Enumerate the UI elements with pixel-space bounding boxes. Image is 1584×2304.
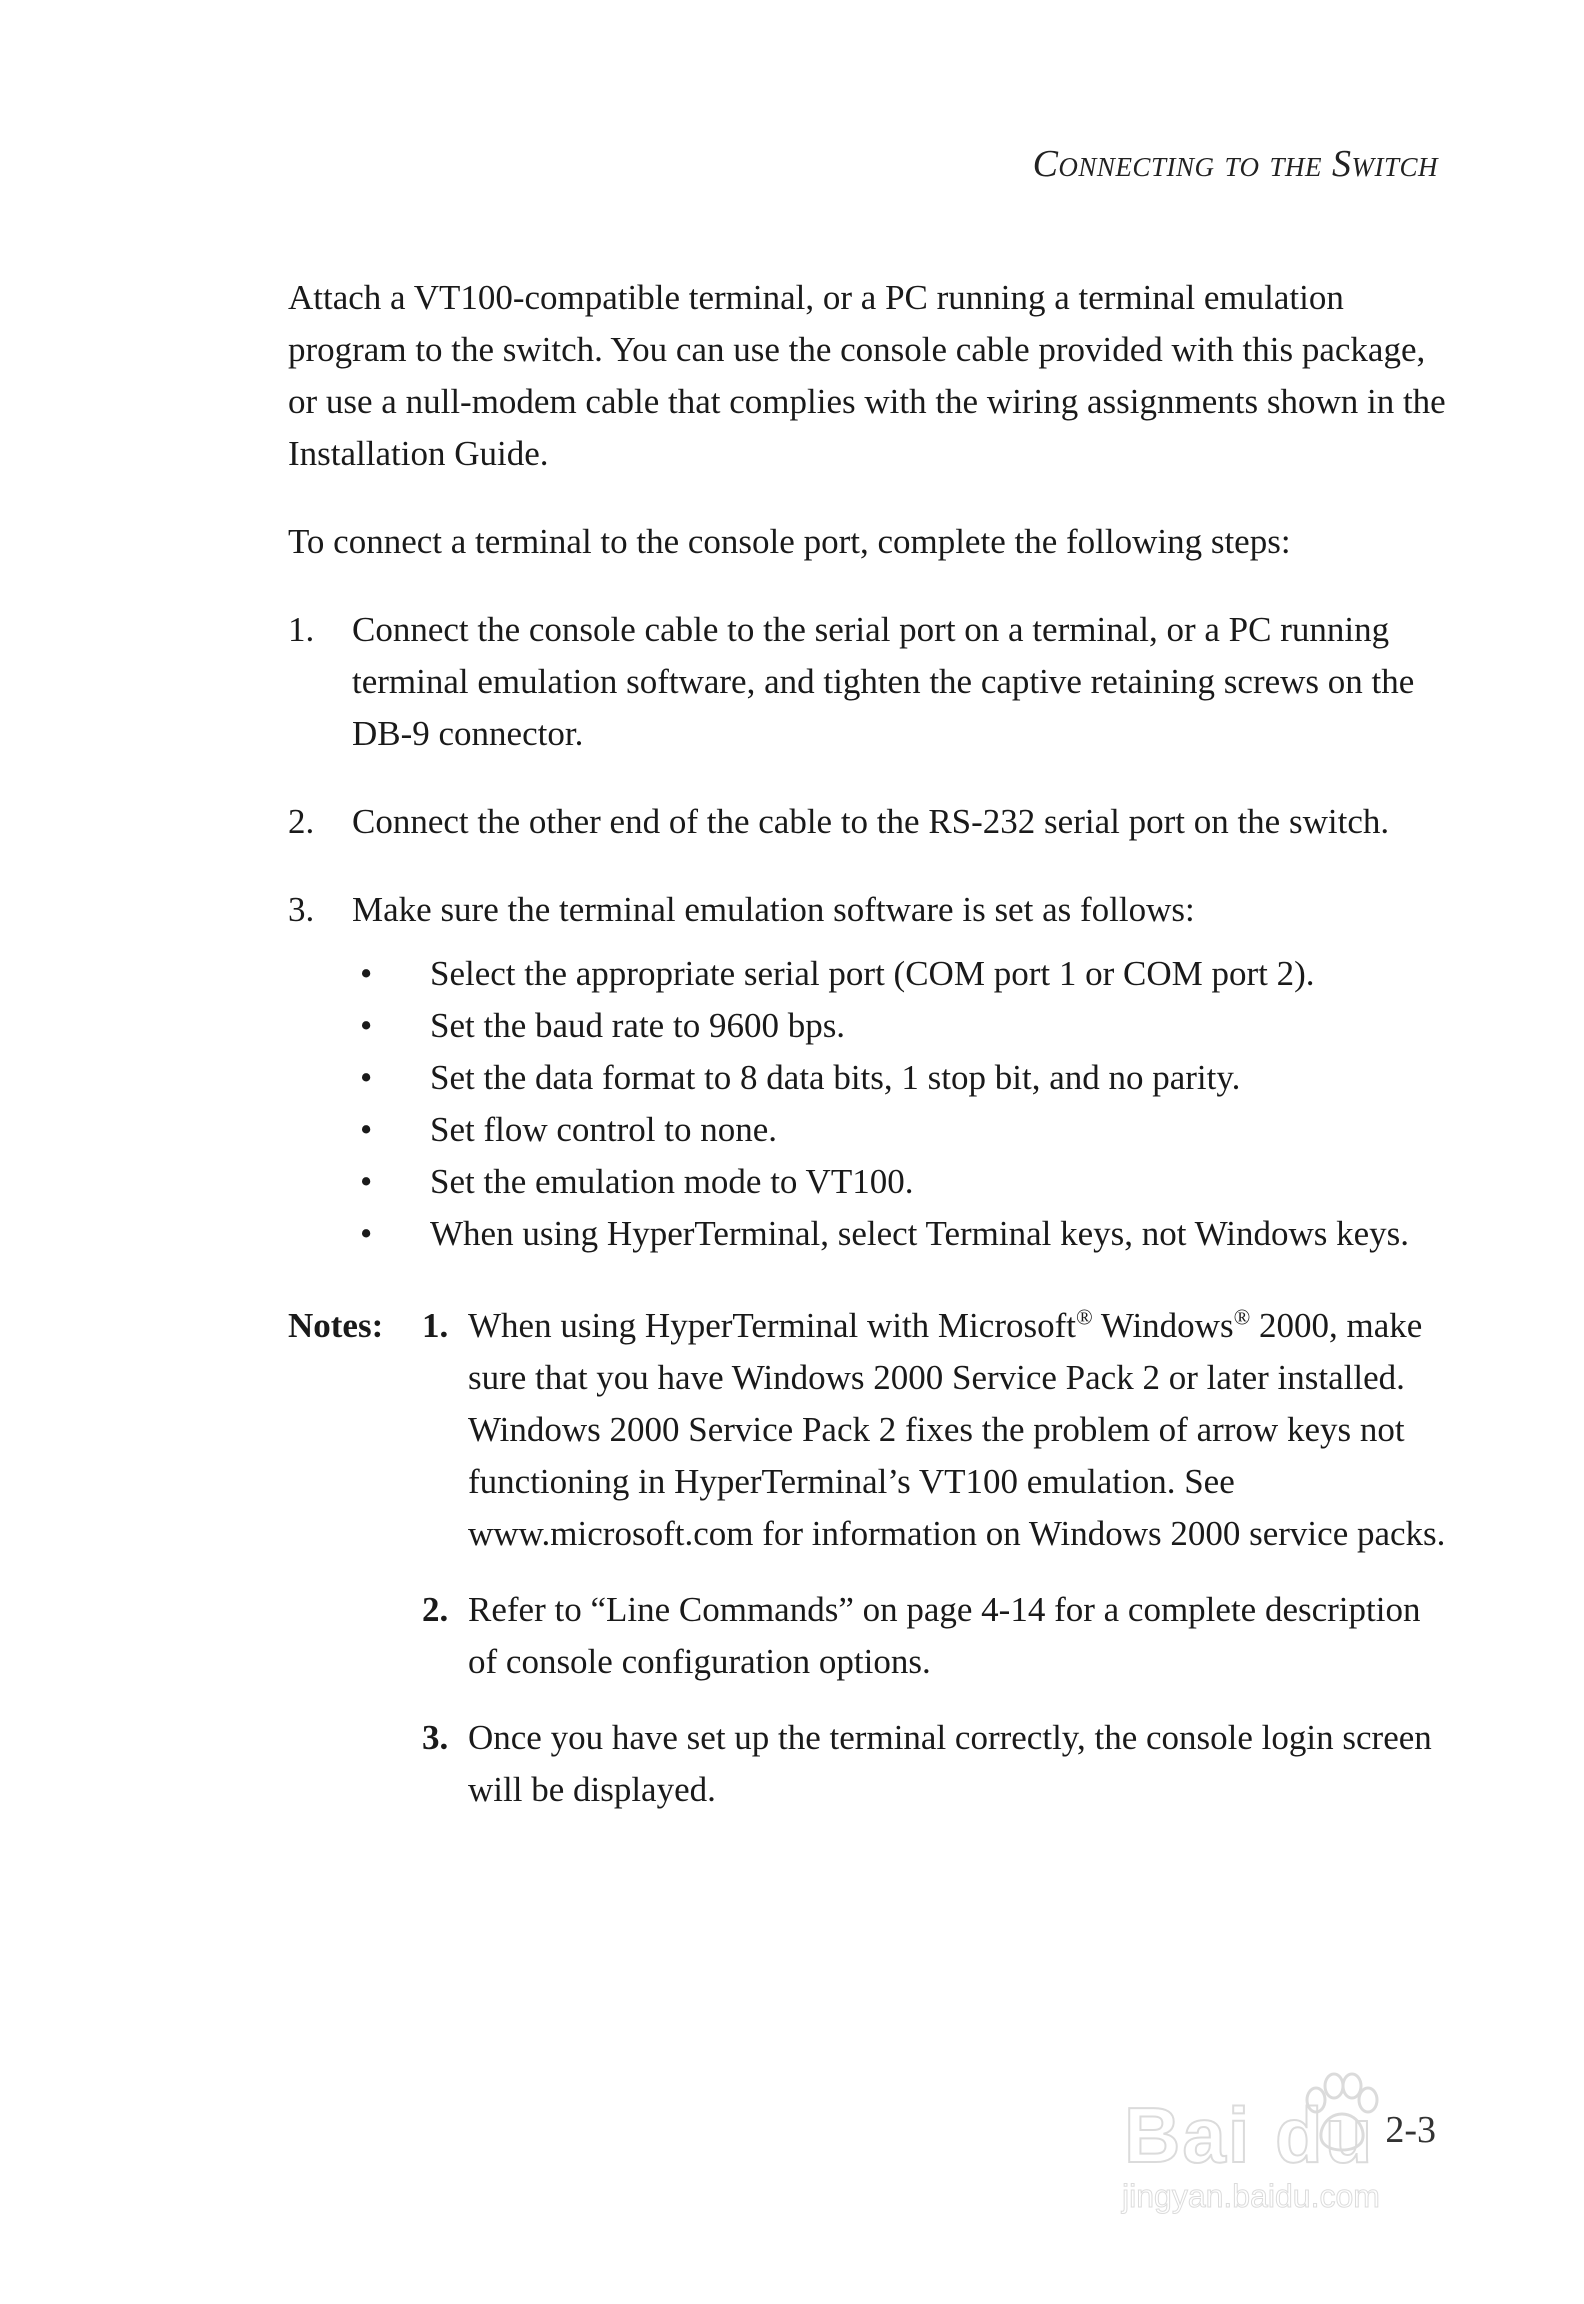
step-number: 2. xyxy=(288,802,315,841)
bullet-icon: • xyxy=(360,1214,373,1253)
steps-lead-in: To connect a terminal to the console port, complete the following steps: xyxy=(288,522,1291,561)
notes-label: Notes: xyxy=(288,1306,384,1345)
note-number: 2. xyxy=(422,1590,449,1629)
step-text: Connect the console cable to the serial port on a terminal, or a PC running terminal emulation software, and tighten the captive retaining screws on the DB-9 connector. xyxy=(352,610,1415,753)
bullet-item xyxy=(352,1000,1448,1052)
note-text-part: Windows xyxy=(1092,1306,1234,1345)
note-text xyxy=(468,1300,1448,1560)
note-text-part: When using HyperTerminal with Microsoft xyxy=(468,1306,1076,1345)
bullet-icon: • xyxy=(360,1110,373,1149)
step-number: 3. xyxy=(288,890,315,929)
note-3 xyxy=(422,1712,1448,1816)
bullet-icon: • xyxy=(360,954,373,993)
watermark-site: jingyan.baidu.com xyxy=(1122,2178,1380,2214)
note-2 xyxy=(422,1584,1448,1688)
note-number: 1. xyxy=(422,1306,449,1345)
intro-paragraph: Attach a VT100-compatible terminal, or a PC running a terminal emulation program to the switch. You can use the console cable provided with this package, or use a null-modem cable that complies with the wiring assignments shown in the Installation Guide. xyxy=(288,278,1446,473)
bullet-icon: • xyxy=(360,1058,373,1097)
bullet-text: Set the emulation mode to VT100. xyxy=(430,1162,914,1201)
bullet-text: Set flow control to none. xyxy=(430,1110,778,1149)
bullet-item xyxy=(352,1104,1448,1156)
note-1 xyxy=(422,1300,1448,1560)
step-text: Connect the other end of the cable to the RS-232 serial port on the switch. xyxy=(352,802,1390,841)
bullet-icon: • xyxy=(360,1006,373,1045)
registered-mark: ® xyxy=(1233,1304,1251,1330)
watermark-brand: Bai du xyxy=(1124,2091,1375,2179)
page-number: 2-3 xyxy=(1385,2109,1436,2151)
notes-section xyxy=(288,1300,1448,1840)
notes-list xyxy=(422,1300,1448,1840)
bullet-icon: • xyxy=(360,1162,373,1201)
step-2 xyxy=(288,796,1448,848)
bullet-item xyxy=(352,948,1448,1000)
note-text-part: 2000, make sure that you have Windows 2000 Service Pack 2 or later installed. Windows 2000 Service Pack 2 fixes the problem of arrow keys not functioning in HyperTerminal’s VT100 emulation. See www.microsoft.com for information on Windows 2000 service packs. xyxy=(468,1306,1446,1553)
note-text: Once you have set up the terminal correctly, the console login screen will be displayed. xyxy=(468,1718,1432,1809)
step-text: Make sure the terminal emulation software is set as follows: xyxy=(352,890,1195,929)
bullet-text: When using HyperTerminal, select Terminal keys, not Windows keys. xyxy=(430,1214,1409,1253)
bullet-text: Select the appropriate serial port (COM port 1 or COM port 2). xyxy=(430,954,1315,993)
bullet-text: Set the baud rate to 9600 bps. xyxy=(430,1006,846,1045)
bullet-item xyxy=(352,1208,1448,1260)
settings-bullet-list xyxy=(352,948,1448,1260)
note-text: Refer to “Line Commands” on page 4-14 for a complete description of console configuration options. xyxy=(468,1590,1421,1681)
page-content xyxy=(288,272,1448,1840)
running-header: Connecting to the Switch xyxy=(1032,143,1438,185)
bullet-item xyxy=(352,1156,1448,1208)
note-number: 3. xyxy=(422,1718,449,1757)
step-1 xyxy=(288,604,1448,760)
step-number: 1. xyxy=(288,610,315,649)
step-3 xyxy=(288,884,1448,1260)
bullet-text: Set the data format to 8 data bits, 1 stop bit, and no parity. xyxy=(430,1058,1241,1097)
registered-mark: ® xyxy=(1075,1304,1093,1330)
bullet-item xyxy=(352,1052,1448,1104)
